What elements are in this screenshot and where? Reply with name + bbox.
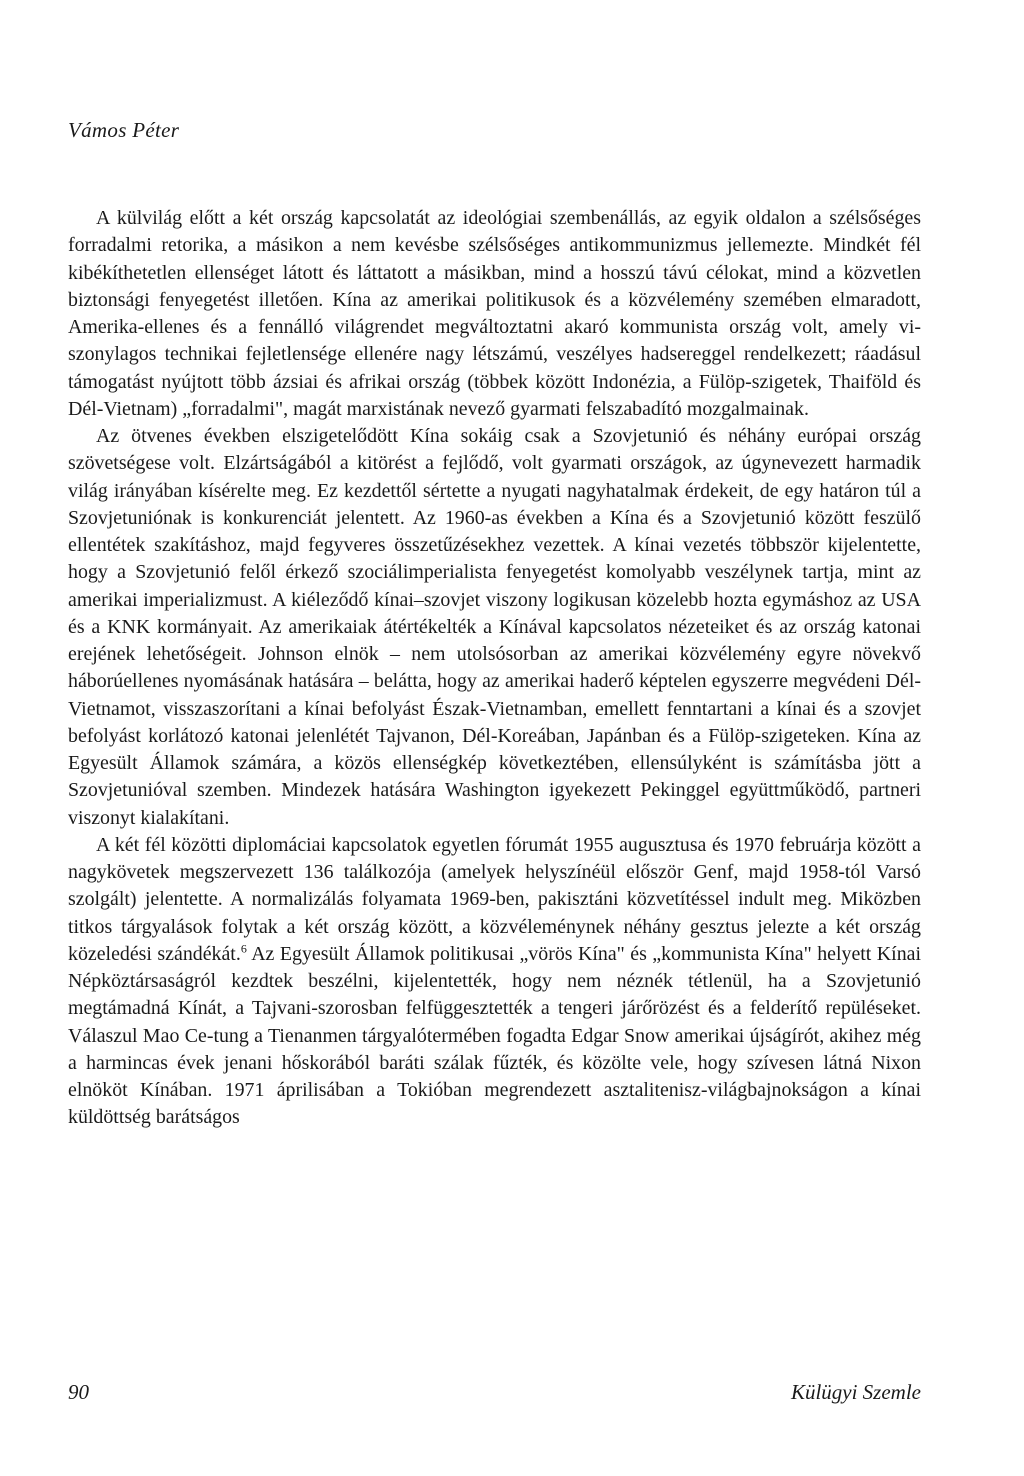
paragraph-2: Az ötvenes években elszigetelődött Kína sokáig csak a Szovjetunió és néhány európai ország szövetségese volt. Elzártságából a kitörést a fejlődő, volt gyarmati országok, az úgynevezett harmadik világ irányában kísérelte meg. Ez kezdettől sértette a nyugati nagyhatalmak érdekeit, de egy határon túl a Szovjetuniónak is konkurenciát jelentett. Az 1960-as években a Kína és a Szovjetunió között feszülő ellentétek szakításhoz, majd fegyveres összetűzésekhez vezettek. A kínai vezetés többször kijelentette, hogy a Szovjetunió felől érkező szociálimperialista fenyegetést komolyabb veszélynek tartja, mint az amerikai imperializmust. A kiéleződő kínai–szovjet viszony logikusan közelebb hozta egymáshoz az USA és a KNK kormányait. Az amerikaiak átértékelték a Kínával kapcsolatos nézeteiket és az ország katonai erejének lehetőségeit. Johnson elnök – nem utolsósorban az amerikai közvélemény egyre növekvő háborúellenes nyomásának hatására – belátta, hogy az amerikai haderő képtelen egyszerre megvédeni Dél-Vietnamot, visszaszorítani a kínai befolyást Észak-Vietnamban, emellett fenntartani a kínai és a szovjet befolyást korlátozó katonai jelenlétét Tajvanon, Dél-Koreában, Japánban és a Fülöp-szigeteken. Kína az Egyesült Államok számára, a közös ellenségkép következtében, ellensúlyként is számításba jött a Szovjetunióval szemben. Mindezek hatására Washington igyekezett Pekinggel együttműködő, partneri viszonyt kialakítani. [68,425,921,829]
footnote-reference[interactable]: 6 [240,941,247,956]
paragraph-3 [68,832,921,1132]
running-head-author: Vámos Péter [68,118,180,142]
article-body [68,205,921,1132]
paragraph-1: A külvilág előtt a két ország kapcsolatát az ideológiai szembenállás, az egyik oldalon a szélsőséges forradalmi retorika, a másikon a nem kevésbe szélsőséges antikommunizmus jellemezte. Mindkét fél kibékíthetetlen ellenséget látott és láttatott a másikban, mind a hosszú távú célokat, mind a közvetlen biztonsági fenyegetést illetően. Kína az amerikai politikusok és a közvélemény szemében elmaradott, Amerika-ellenes és a fennálló világrendet megváltoztatni akaró kommunista ország volt, amely viszonylagos technikai fejletlensége ellenére nagy létszámú, veszélyes hadsereggel rendelkezett; ráadásul támogatást nyújtott több ázsiai és afrikai ország (többek között Indonézia, a Fülöp-szigetek, Thaiföld és Dél-Vietnam) „forradalmi", magát marxistának nevező gyarmati felszabadító mozgalmainak. [68,207,921,420]
paragraph-3-continued: Az Egyesült Államok politikusai „vörös Kína" és „kommunista Kína" helyett Kínai Népköztársaságról kezdtek beszélni, kijelentették, hogy nem néznék tétlenül, ha a Szovjetunió megtámadná Kínát, a Tajvani-szorosban felfüggesztették a tengeri járőrözést és a felderítő repüléseket. Válaszul Mao Ce-tung a Tienanmen tárgyalótermében fogadta Edgar Snow amerikai újságírót, akihez még a harmincas évek jenani hőskorából baráti szálak fűzték, és közölte vele, hogy szívesen látná Nixon elnököt Kínában. 1971 áprilisában a Tokióban megrendezett asztalitenisz-világbajnokságon a kínai küldöttség barátságos [68,942,921,1129]
journal-name: Külügyi Szemle [790,1380,921,1404]
page-number: 90 [68,1380,89,1404]
paragraph-3-text: A két fél közötti diplomáciai kapcsolatok egyetlen fórumát 1955 augusztusa és 1970 februárja között a nagykövetek megszervezett 136 találkozója (amelyek helyszínéül először Genf, majd 1958-tól Varsó szolgált) jelentette. A normalizálás folyamata 1969-ben, pakisztáni közvetítéssel indult meg. Miközben titkos tárgyalások folytak a két ország között, a közvéleménynek néhány gesztus jelezte a két ország közeledési szándékát. [68,833,921,965]
